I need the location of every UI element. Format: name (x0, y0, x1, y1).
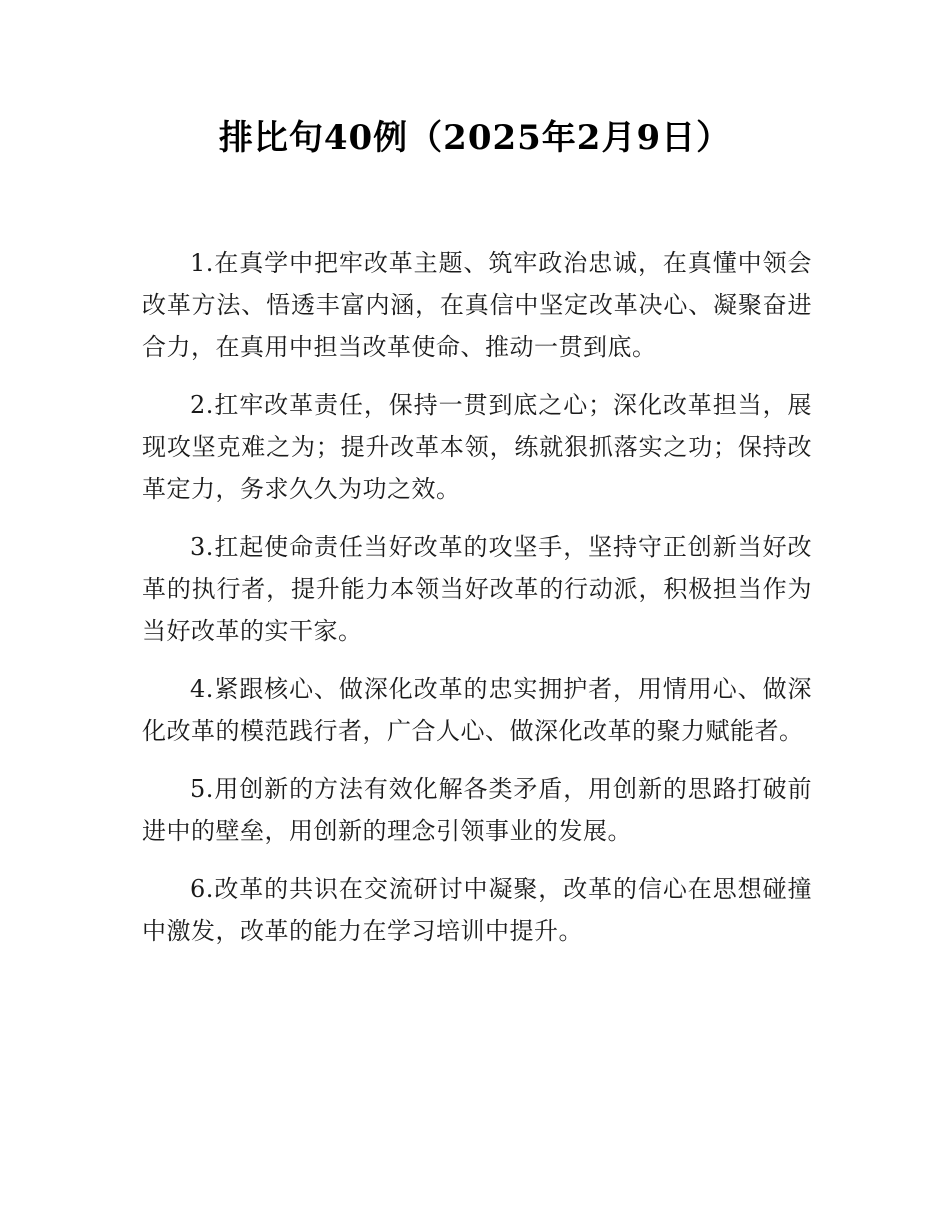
document-body (142, 242, 812, 968)
paragraph-1: 1.在真学中把牢改革主题、筑牢政治忠诚，在真懂中领会改革方法、悟透丰富内涵，在真信中坚定改革决心、凝聚奋进合力，在真用中担当改革使命、推动一贯到底。 (142, 249, 812, 361)
paragraph-3: 3.扛起使命责任当好改革的攻坚手，坚持守正创新当好改革的执行者，提升能力本领当好改革的行动派，积极担当作为当好改革的实干家。 (142, 533, 812, 645)
paragraph-2: 2.扛牢改革责任，保持一贯到底之心；深化改革担当，展现攻坚克难之为；提升改革本领，练就狠抓落实之功；保持改革定力，务求久久为功之效。 (142, 391, 812, 503)
paragraph-5: 5.用创新的方法有效化解各类矛盾，用创新的思路打破前进中的壁垒，用创新的理念引领事业的发展。 (142, 775, 812, 845)
paragraph-6: 6.改革的共识在交流研讨中凝聚，改革的信心在思想碰撞中激发，改革的能力在学习培训中提升。 (142, 875, 812, 945)
paragraph-4: 4.紧跟核心、做深化改革的忠实拥护者，用情用心、做深化改革的模范践行者，广合人心、做深化改革的聚力赋能者。 (142, 675, 812, 745)
document-title: 排比句40例（2025年2月9日） (218, 118, 732, 158)
